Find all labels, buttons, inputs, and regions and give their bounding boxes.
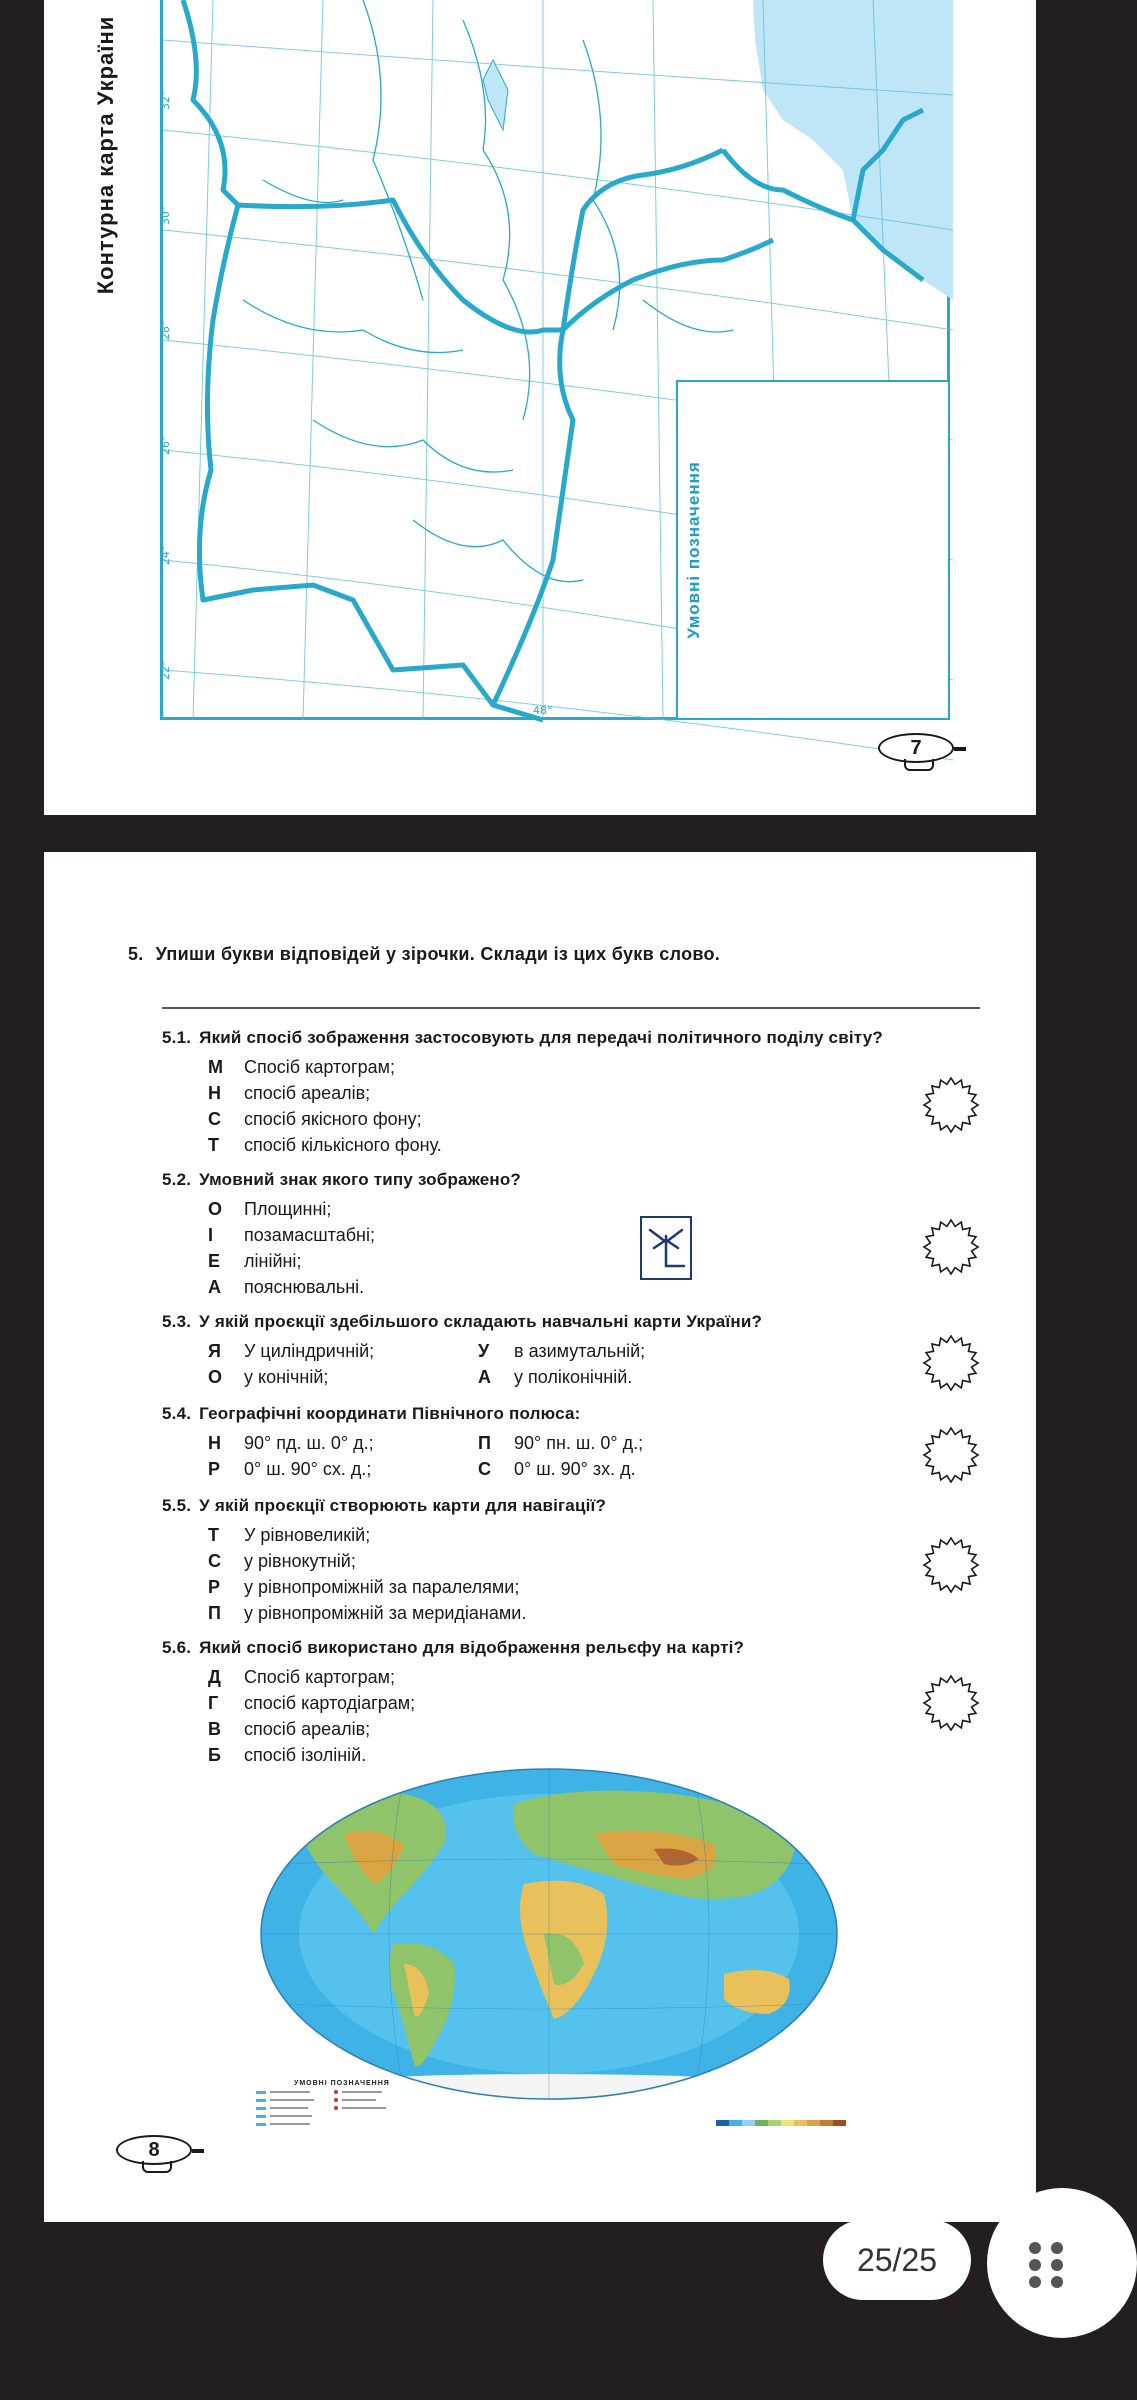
option-text: позамасштабні;: [244, 1225, 375, 1245]
question-text: Який спосіб зображення застосовують для передачі політичного поділу світу?: [199, 1028, 883, 1047]
option-letter: Д: [208, 1667, 221, 1687]
divider: [162, 1007, 980, 1009]
option-text: спосіб ізоліній.: [244, 1745, 367, 1765]
answer-option: [208, 1430, 478, 1456]
option-letter: П: [478, 1433, 491, 1453]
meridian-label: 28°: [159, 320, 172, 340]
option-text: 90° пн. ш. 0° д.;: [514, 1433, 644, 1453]
answer-option: [208, 1106, 962, 1132]
world-physical-map: [254, 1764, 844, 2124]
question-text: У якій проєкції здебільшого складають навчальні карти України?: [199, 1312, 763, 1331]
meridian-label: 26°: [159, 435, 172, 455]
option-letter: Б: [208, 1745, 221, 1765]
option-letter: О: [208, 1367, 223, 1387]
option-letter: С: [208, 1109, 221, 1129]
answer-star-5-3[interactable]: [922, 1334, 980, 1392]
option-text: спосіб картодіаграм;: [244, 1693, 416, 1713]
option-letter: П: [208, 1603, 221, 1623]
option-letter: Н: [208, 1083, 221, 1103]
question-5-3: [162, 1310, 962, 1390]
option-text: спосіб ареалів;: [244, 1083, 371, 1103]
answer-option: [208, 1196, 962, 1222]
answer-option: [208, 1222, 962, 1248]
question-text: У якій проєкції створюють карти для навігації?: [199, 1496, 607, 1515]
answer-option: [208, 1338, 478, 1364]
option-text: у рівнокутній;: [244, 1551, 356, 1571]
answer-option: [208, 1132, 962, 1158]
contour-map-title: Контурна карта України: [93, 15, 118, 295]
answer-star-5-1[interactable]: [922, 1076, 980, 1134]
answer-option: [208, 1690, 962, 1716]
task-number: 5.: [128, 944, 144, 964]
option-text: у поліконічній.: [514, 1367, 633, 1387]
option-letter: Н: [208, 1433, 221, 1453]
option-text: У рівновеликій;: [244, 1525, 371, 1545]
question-5-1: [162, 1026, 962, 1158]
answer-star-5-6[interactable]: [922, 1674, 980, 1732]
option-letter: В: [208, 1719, 221, 1739]
map-legend-title: УМОВНІ ПОЗНАЧЕННЯ: [294, 2080, 390, 2087]
answer-option: [208, 1600, 962, 1626]
option-text: Спосіб картограм;: [244, 1667, 395, 1687]
option-text: 0° ш. 90° зх. д.: [514, 1459, 636, 1479]
option-text: Площинні;: [244, 1199, 332, 1219]
meridian-label: 22°: [159, 660, 172, 680]
option-letter: І: [208, 1225, 214, 1245]
question-5-5: [162, 1494, 962, 1626]
answer-option: [208, 1522, 962, 1548]
question-number: 5.1.: [162, 1028, 192, 1047]
conventional-sign-image: [640, 1216, 692, 1280]
question-5-6: [162, 1636, 962, 1768]
option-text: в азимутальній;: [514, 1341, 646, 1361]
question-number: 5.6.: [162, 1638, 192, 1657]
option-letter: Р: [208, 1459, 221, 1479]
question-text: Умовний знак якого типу зображено?: [199, 1170, 522, 1189]
question-number: 5.5.: [162, 1496, 192, 1515]
answer-option: [208, 1274, 962, 1300]
option-letter: С: [208, 1551, 221, 1571]
option-text: спосіб кількісного фону.: [244, 1135, 442, 1155]
tower-sign-icon: [642, 1218, 690, 1278]
option-letter: Т: [208, 1135, 219, 1155]
answer-option: [478, 1364, 748, 1390]
answer-option: [208, 1664, 962, 1690]
answer-star-5-5[interactable]: [922, 1536, 980, 1594]
answer-option: [208, 1248, 962, 1274]
option-letter: Е: [208, 1251, 221, 1271]
option-text: у рівнопроміжній за паралелями;: [244, 1577, 520, 1597]
page-7: [44, 0, 1036, 815]
option-letter: Я: [208, 1341, 221, 1361]
question-number: 5.2.: [162, 1170, 192, 1189]
option-letter: Г: [208, 1693, 219, 1713]
menu-button[interactable]: [987, 2188, 1137, 2338]
answer-star-5-4[interactable]: [922, 1426, 980, 1484]
answer-option: [208, 1054, 962, 1080]
legend-box: [676, 380, 950, 720]
option-letter: А: [478, 1367, 491, 1387]
page-number: 7: [910, 736, 922, 759]
elevation-scale: [716, 2114, 846, 2128]
answer-option: [208, 1548, 962, 1574]
task-text: Упиши букви відповідей у зірочки. Склади із цих букв слово.: [155, 944, 721, 964]
answer-option: [478, 1338, 748, 1364]
option-text: пояснювальні.: [244, 1277, 365, 1297]
question-text: Який спосіб використано для відображення рельєфу на карті?: [199, 1638, 745, 1657]
grid-dots-icon: [1027, 2240, 1077, 2290]
question-5-2: [162, 1168, 962, 1300]
answer-option: [208, 1456, 478, 1482]
option-letter: А: [208, 1277, 221, 1297]
option-letter: У: [478, 1341, 490, 1361]
parallel-label: 48°: [533, 704, 553, 717]
meridian-label: 24°: [159, 545, 172, 565]
answer-star-5-2[interactable]: [922, 1218, 980, 1276]
answer-option: [208, 1080, 962, 1106]
answer-option: [208, 1716, 962, 1742]
option-text: лінійні;: [244, 1251, 302, 1271]
option-letter: М: [208, 1057, 223, 1077]
page-counter[interactable]: 25/25: [823, 2220, 971, 2300]
legend-title: Умовні позначення: [684, 461, 703, 639]
page-number: 8: [148, 2138, 160, 2161]
page-number-badge: [878, 733, 954, 763]
question-text: Географічні координати Північного полюса:: [199, 1404, 581, 1423]
page-number-badge: [116, 2135, 192, 2165]
question-number: 5.3.: [162, 1312, 192, 1331]
option-text: Спосіб картограм;: [244, 1057, 395, 1077]
world-map-legend: [254, 2080, 454, 2154]
question-number: 5.4.: [162, 1404, 192, 1423]
option-text: спосіб якісного фону;: [244, 1109, 422, 1129]
option-text: у рівнопроміжній за меридіанами.: [244, 1603, 527, 1623]
option-text: спосіб ареалів;: [244, 1719, 371, 1739]
option-letter: Т: [208, 1525, 219, 1545]
answer-option: [208, 1364, 478, 1390]
option-letter: О: [208, 1199, 223, 1219]
option-text: У циліндричній;: [244, 1341, 375, 1361]
option-text: 90° пд. ш. 0° д.;: [244, 1433, 374, 1453]
answer-option: [208, 1574, 962, 1600]
option-letter: Р: [208, 1577, 221, 1597]
option-text: у конічній;: [244, 1367, 329, 1387]
question-5-4: [162, 1402, 962, 1482]
option-letter: С: [478, 1459, 491, 1479]
option-text: 0° ш. 90° сх. д.;: [244, 1459, 372, 1479]
page-8: [44, 852, 1036, 2222]
answer-option: [478, 1430, 748, 1456]
meridian-label: 30°: [159, 205, 172, 225]
legend-symbols: [254, 2087, 454, 2147]
task-heading: [128, 944, 720, 965]
answer-option: [478, 1456, 748, 1482]
meridian-label: 32°: [159, 90, 172, 110]
